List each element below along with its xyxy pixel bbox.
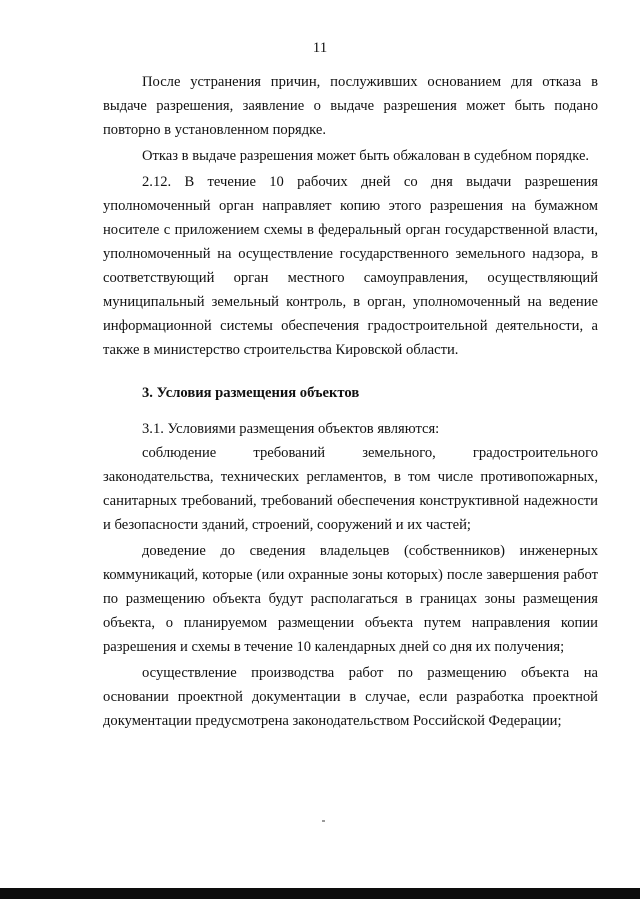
- document-body: [103, 70, 598, 733]
- page-number: 11: [312, 40, 328, 56]
- paragraph-reapply: После устранения причин, послуживших основанием для отказа в выдаче разрешения, заявление о выдаче разрешения может быть подано повторно в установленном порядке.: [103, 74, 598, 138]
- section-heading: 3. Условия размещения объектов: [142, 385, 360, 401]
- paragraph-2-12: 2.12. В течение 10 рабочих дней со дня выдачи разрешения уполномоченный орган направляет копию этого разрешения на бумажном носителе с приложением схемы в федеральный орган государственной власти, уполномоченный на осуществление государственного земельного надзора, в соответствующий орган местного самоуправления, осуществляющий муниципальный земельный контроль, в орган, уполномоченный на ведение информационной системы обеспечения градостроительной деятельности, а также в министерство строительства Кировской области.: [103, 174, 598, 358]
- scan-bottom-edge: [0, 888, 640, 899]
- scan-speck: [322, 820, 325, 822]
- paragraph-3-1: 3.1. Условиями размещения объектов являются:: [142, 421, 440, 437]
- paragraph-compliance: соблюдение требований земельного, градостроительного законодательства, технических регламентов, в том числе противопожарных, санитарных требований, требований обеспечения конструктивной надежности и безопасности зданий, строений, сооружений и их частей;: [103, 445, 598, 533]
- paragraph-appeal: Отказ в выдаче разрешения может быть обжалован в судебном порядке.: [142, 148, 590, 164]
- paragraph-project-docs: осуществление производства работ по размещению объекта на основании проектной документации в случае, если разработка проектной документации предусмотрена законодательством Российской Федерации;: [103, 665, 598, 729]
- paragraph-notification: доведение до сведения владельцев (собственников) инженерных коммуникаций, которые (или охранные зоны которых) после завершения работ по размещению объекта будут располагаться в границах зоны размещения объекта, о планируемом размещении объекта путем направления копии разрешения и схемы в течение 10 календарных дней со дня их получения;: [103, 543, 598, 655]
